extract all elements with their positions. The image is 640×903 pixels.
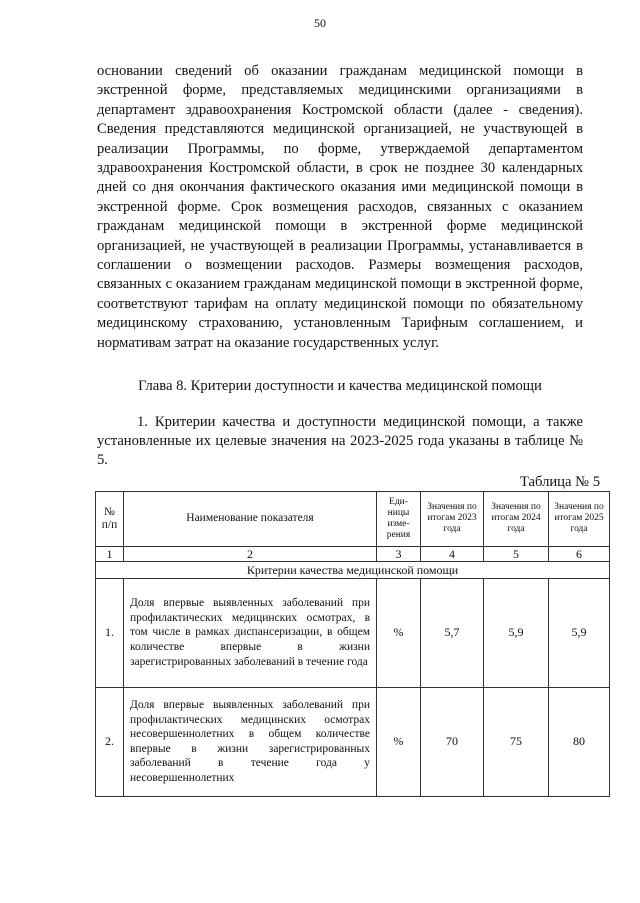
page-number: 50 xyxy=(314,16,326,30)
unit: % xyxy=(377,687,421,796)
column-number: 4 xyxy=(421,546,484,561)
column-number: 1 xyxy=(96,546,124,561)
column-numbers-row xyxy=(96,546,610,561)
indicator-name: Доля впервые выявленных заболеваний при профилактических медицинских осмотрах, в том числе в рамках диспансеризации, в общем количестве впервые в жизни зарегистрированных заболеваний в течение года xyxy=(124,578,377,687)
column-number: 5 xyxy=(484,546,549,561)
unit: % xyxy=(377,578,421,687)
header-cell: № п/п xyxy=(96,491,124,546)
column-number: 6 xyxy=(549,546,610,561)
value-2025: 80 xyxy=(549,687,610,796)
paragraph: 1. Критерии качества и доступности медицинской помощи, а также установленные их целевые значения на 2023-2025 года указаны в таблице № 5. xyxy=(97,413,583,469)
column-number: 3 xyxy=(377,546,421,561)
table-row xyxy=(96,578,610,687)
header-cell: Значения по итогам 2025 года xyxy=(549,491,610,546)
indicator-name: Доля впервые выявленных заболеваний при профилактических медицинских осмотрах несовершеннолетних в общем количестве впервые в жизни зарегистрированных заболеваний в течение года у несовершеннолетних xyxy=(124,687,377,796)
row-number: 2. xyxy=(96,687,124,796)
value-2024: 75 xyxy=(484,687,549,796)
value-2023: 5,7 xyxy=(421,578,484,687)
table-header-row xyxy=(96,491,610,546)
value-2025: 5,9 xyxy=(549,578,610,687)
section-title: Критерии качества медицинской помощи xyxy=(96,561,610,578)
header-cell: Значения по итогам 2023 года xyxy=(421,491,484,546)
column-number: 2 xyxy=(124,546,377,561)
chapter-heading: Глава 8. Критерии доступности и качества медицинской помощи xyxy=(138,378,542,395)
section-row xyxy=(96,561,610,578)
value-2024: 5,9 xyxy=(484,578,549,687)
table-row xyxy=(96,687,610,796)
header-cell: Наименование показателя xyxy=(124,491,377,546)
row-number: 1. xyxy=(96,578,124,687)
criteria-table xyxy=(95,491,610,797)
header-cell: Значения по итогам 2024 года xyxy=(484,491,549,546)
value-2023: 70 xyxy=(421,687,484,796)
table-caption: Таблица № 5 xyxy=(520,473,600,490)
paragraph: основании сведений об оказании гражданам медицинской помощи в экстренной форме, представляемых медицинскими организациями в департамент здравоохранения Костромской области (далее - сведения). Сведения представляются медицинской организацией, не участвующей в реализации Программы, по форме, утверждаемой департаментом здравоохранения Костромской области, в срок не позднее 30 календарных дней со дня окончания фактического оказания ими медицинской помощи в экстренной форме. Срок возмещения расходов, связанных с оказанием гражданам медицинской помощи в экстренной форме медицинской организацией, не участвующей в реализации Программы, устанавливается в соглашении о возмещении расходов. Размеры возмещения расходов, связанных с оказанием гражданам медицинской помощи в экстренной форме, соответствуют тарифам на оплату медицинской помощи по обязательному медицинскому страхованию, установленным Тарифным соглашением, и нормативам затрат на оказание государственных услуг. xyxy=(97,63,583,351)
header-cell: Еди-ницы изме-рения xyxy=(377,491,421,546)
